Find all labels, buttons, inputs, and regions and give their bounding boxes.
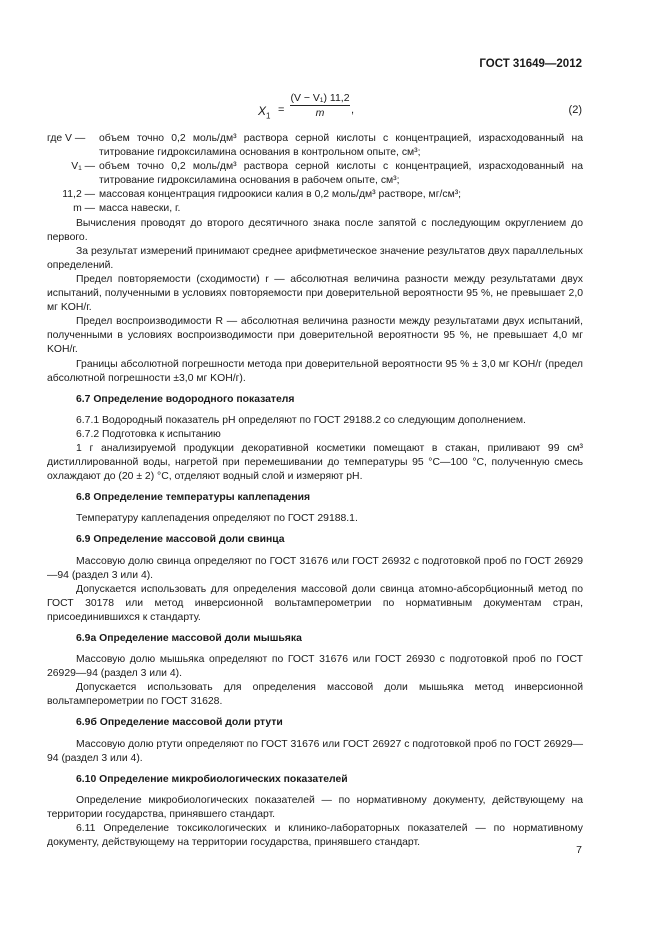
paragraph: Границы абсолютной погрешности метода при доверительной вероятности 95 % ± 3,0 мг KOH/г (предел абсолютной погрешности ±3,0 мг KOH/г). [47, 358, 583, 384]
paragraph: 6.7.1 Водородный показатель pH определяют по ГОСТ 29188.2 со следующим дополнением. [76, 414, 526, 426]
page-number: 7 [576, 844, 582, 856]
definition-item: где V — объем точно 0,2 моль/дм³ раствора серной кислоты с концентрацией, израсходованный на титрование гидроксиламина основания в контрольном опыте, см³; [47, 133, 583, 159]
definition-item: V₁ — объем точно 0,2 моль/дм³ раствора серной кислоты с концентрацией, израсходованный на титрование гидроксиламина основания в рабочем опыте, см³; [71, 161, 583, 187]
paragraph: Массовую долю свинца определяют по ГОСТ 31676 или ГОСТ 26932 с подготовкой проб по ГОСТ 26929—94 (раздел 3 или 4). [47, 555, 583, 581]
section-heading: 6.10 Определение микробиологических показателей [76, 773, 348, 785]
formula-fraction [290, 92, 350, 119]
definition-item: 11,2 — массовая концентрация гидроокиси калия в 0,2 моль/дм³ растворе, мг/см³; [62, 189, 462, 201]
standard-header: ГОСТ 31649—2012 [479, 58, 582, 70]
paragraph: Предел повторяемости (сходимости) r — абсолютная величина разности между результатами двух испытаний, полученными в условиях повторяемости при доверительной вероятности 95 %, не превышает 2,0 мг KOH/г. [47, 273, 583, 314]
paragraph: Вычисления проводят до второго десятичного знака после запятой с последующим округлением до первого. [47, 217, 583, 243]
paragraph: 6.7.2 Подготовка к испытанию [76, 428, 221, 440]
section-heading: 6.9б Определение массовой доли ртути [76, 717, 283, 729]
paragraph: Предел воспроизводимости R — абсолютная величина разности между результатами двух испытаний, полученными в условиях воспроизводимости при доверительной вероятности 95 %, не превышает 4,0 мг KOH/г. [47, 316, 583, 356]
formula-numerator: (V − V₁) 11,2 [290, 92, 350, 104]
section-heading: 6.8 Определение температуры каплепадения [76, 492, 311, 504]
formula-number: (2) [568, 104, 582, 116]
formula-equals: = [278, 104, 285, 116]
paragraph: Допускается использовать для определения массовой доли мышьяка метод инверсионной вольтамперометрии по ГОСТ 31628. [47, 682, 583, 708]
section-heading: 6.7 Определение водородного показателя [76, 393, 295, 405]
document-body [47, 132, 583, 850]
paragraph: Определение микробиологических показателей — по нормативному документу, действующему на территории государства, принявшего стандарт. [47, 794, 583, 820]
formula-denominator: m [315, 107, 325, 119]
definition-item: m — масса навески, г. [73, 203, 181, 215]
paragraph: Массовую долю ртути определяют по ГОСТ 31676 или ГОСТ 26927 с подготовкой проб по ГОСТ 26929—94 (раздел 3 или 4). [47, 738, 583, 764]
formula-lhs: $X_1$ [258, 104, 271, 121]
paragraph: Массовую долю мышьяка определяют по ГОСТ 31676 или ГОСТ 26930 с подготовкой проб по ГОСТ 26929—94 (раздел 3 или 4). [47, 654, 583, 680]
paragraph: Допускается использовать для определения массовой доли свинца атомно-абсорбционный метод по ГОСТ 30178 или метод инверсионной вольтамперометрии по нормативным документам стран, присоединившихся к стандарту. [47, 583, 583, 623]
document-page: ГОСТ 31649—2012 $X_1$ = $\frac{\text{(V − V₁) 11,2}}{m}$ , (2) где V — объем точно 0,2 моль/дм³ раствора серной кислоты с концентрацией, израсходованный на титрование гидроксиламина основания в контрольном опыте, см³; V₁ — объем точно 0,2 моль/дм³ раствора серной кислоты с концентрацией, израсходованный на титрование гидроксиламина основания в рабочем опыте, см³; 11,2 — массовая концентрация гидроокиси калия в 0,2 моль/дм³ растворе, мг/см³; m — масса навески, г. Вычисления проводят до второго десятичного знака после запятой с последующим округлением до первого. За результат измерений принимают среднее арифметическое значение результатов двух параллельных определений. Предел повторяемости (сходимости) r — абсолютная величина разности между результатами двух испытаний, полученными в условиях повторяемости при доверительной вероятности 95 %, не превышает 2,0 мг KOH/г. Предел воспроизводимости R — абсолютная величина разности между результатами двух испытаний, полученными в условиях воспроизводимости при доверительной вероятности 95 %, не превышает 4,0 мг KOH/г. Границы абсолютной погрешности метода при доверительной вероятности 95 % ± 3,0 мг KOH/г (предел абсолютной погрешности ±3,0 мг KOH/г). 6.7 Определение водородного показателя 6.7.1 Водородный показатель pH определяют по ГОСТ 29188.2 со следующим дополнением. 6.7.2 Подготовка к испытанию 1 г анализируемой продукции декоративной косметики помещают в стакан, приливают 99 см³ дистиллированной воды, нагретой при перемешивании до температуры 95 °C—100 °C, полученную смесь охлаждают до (20 ± 2) °C, отделяют водный слой и измеряют pH. 6.8 Определение температуры каплепадения Температуру каплепадения определяют по ГОСТ 29188.1. 6.9 Определение массовой доли свинца Массовую долю свинца определяют по ГОСТ 31676 или ГОСТ 26932 с подготовкой проб по ГОСТ 26929—94 (раздел 3 или 4). Допускается использовать для определения массовой доли свинца атомно-абсорбционный метод по ГОСТ 30178 или метод инверсионной вольтамперометрии по нормативным документам стран, присоединившихся к стандарту. 6.9а Определение массовой доли мышьяка Массовую долю мышьяка определяют по ГОСТ 31676 или ГОСТ 26930 с подготовкой проб по ГОСТ 26929—94 (раздел 3 или 4). Допускается использовать для определения массовой доли мышьяка метод инверсионной вольтамперометрии по ГОСТ 31628. 6.9б Определение массовой доли ртути Массовую долю ртути определяют по ГОСТ 31676 или ГОСТ 26927 с подготовкой проб по ГОСТ 26929—94 (раздел 3 или 4). 6.10 Определение микробиологических показателей Определение микробиологических показателей — по нормативному документу, действующему на территории государства, принявшего стандарт. 6.11 Определение токсикологических и клинико-лабораторных показателей — по нормативному документу, действующему на территории государства, принявшего стандарт. 7 [47, 58, 583, 856]
paragraph: Температуру каплепадения определяют по ГОСТ 29188.1. [76, 513, 358, 525]
paragraph: За результат измерений принимают среднее арифметическое значение результатов двух параллельных определений. [47, 245, 583, 271]
section-heading: 6.9а Определение массовой доли мышьяка [76, 633, 302, 644]
paragraph: 6.11 Определение токсикологических и клинико-лабораторных показателей — по нормативному документу, действующему на территории государства, принявшего стандарт. [47, 823, 583, 849]
paragraph: 1 г анализируемой продукции декоративной косметики помещают в стакан, приливают 99 см³ дистиллированной воды, нагретой при перемешивании до температуры 95 °C—100 °C, полученную смесь охлаждают до (20 ± 2) °C, отделяют водный слой и измеряют pH. [47, 442, 583, 483]
section-heading: 6.9 Определение массовой доли свинца [76, 534, 285, 546]
